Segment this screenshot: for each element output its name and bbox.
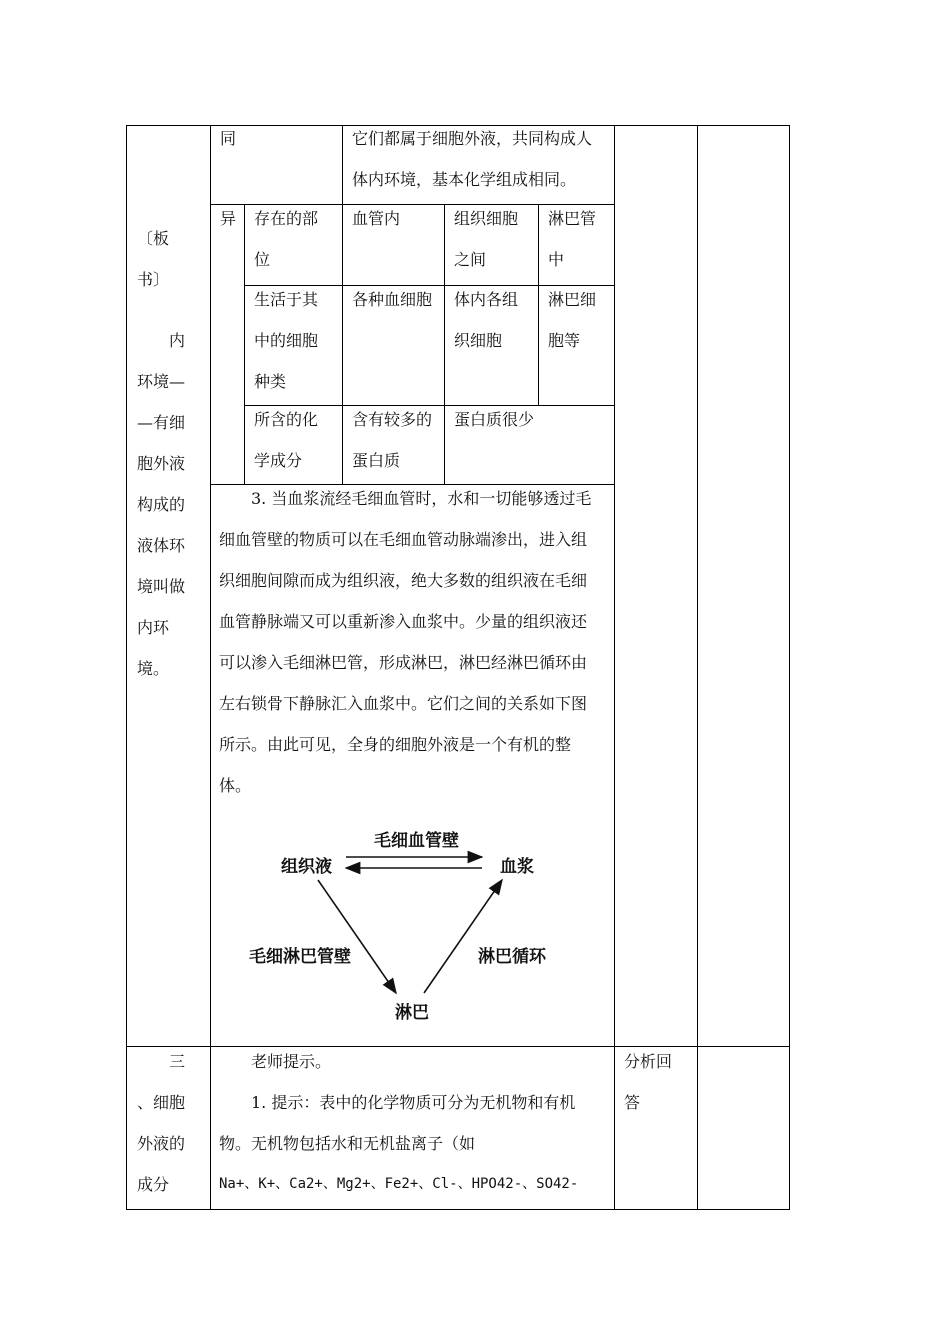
teacher-hint: 老师提示。 [251,1052,332,1071]
tissue-cell: 组织细胞 [454,209,519,228]
node-tissue-fluid: 组织液 [281,857,332,877]
tissue-cell: 织细胞 [454,331,503,350]
same-label: 同 [220,129,237,148]
board-line: 环境— [137,372,186,391]
board-line: 液体环 [137,536,186,555]
board-line: 胞外液 [137,454,186,473]
hint-ions: Na+、K+、Ca2+、Mg2+、Fe2+、Cl-、HPO42-、SO42- [219,1176,579,1192]
row-header: 种类 [254,372,287,391]
board-line: 构成的 [137,495,186,514]
board-line: 内环 [137,618,170,637]
row-header: 位 [254,250,271,269]
arrow-lymph-to-plasma [424,880,502,993]
board-heading-1: 〔板 [137,229,170,248]
section-title-line: 外液的 [137,1134,186,1153]
label-capillary-wall: 毛细血管壁 [374,831,459,851]
board-line: —有细 [137,413,186,432]
paragraph-line: 细血管壁的物质可以在毛细血管动脉端渗出，进入组 [219,530,588,549]
lymph-cell: 胞等 [548,331,581,350]
plasma-cell: 各种血细胞 [352,290,433,309]
row-header: 中的细胞 [254,331,319,350]
paragraph-line: 3. 当血浆流经毛细血管时，水和一切能够透过毛 [251,489,592,508]
same-text: 体内环境，基本化学组成相同。 [352,170,577,189]
paragraph-line: 所示。由此可见，全身的细胞外液是一个有机的整 [219,735,572,754]
row-header: 学成分 [254,451,303,470]
node-plasma: 血浆 [500,857,534,877]
paragraph-line: 血管静脉端又可以重新渗入血浆中。少量的组织液还 [219,612,588,631]
tissue-lymph-cell: 蛋白质很少 [454,410,535,429]
diff-label: 异 [220,209,237,228]
row-header: 生活于其 [254,290,319,309]
hint-line: 1. 提示：表中的化学物质可分为无机物和有机 [251,1093,576,1112]
section-title-line: 、细胞 [137,1093,186,1112]
tissue-cell: 体内各组 [454,290,519,309]
paragraph-line: 可以渗入毛细淋巴管，形成淋巴，淋巴经淋巴循环由 [219,653,588,672]
lymph-cell: 中 [548,250,565,269]
plasma-cell: 蛋白质 [352,451,401,470]
same-text: 它们都属于细胞外液，共同构成人 [352,129,593,148]
tissue-cell: 之间 [454,250,487,269]
student-activity: 答 [624,1093,641,1112]
paragraph-line: 织细胞间隙而成为组织液，绝大多数的组织液在毛细 [219,571,588,590]
paragraph-line: 左右锁骨下静脉汇入血浆中。它们之间的关系如下图 [219,694,588,713]
plasma-cell: 血管内 [352,209,401,228]
arrow-tissue-to-lymph [318,880,396,993]
label-lymph-circulation: 淋巴循环 [478,947,546,967]
label-lymph-capillary-wall: 毛细淋巴管壁 [249,947,351,967]
lymph-cell: 淋巴管 [548,209,597,228]
hint-line: 物。无机物包括水和无机盐离子（如 [219,1134,476,1153]
section-title-line: 三 [169,1052,186,1071]
section-title-line: 成分 [137,1175,170,1194]
board-line: 内 [169,331,186,350]
board-heading-2: 书〕 [137,270,170,289]
paragraph-line: 体。 [219,776,252,795]
lymph-cell: 淋巴细 [548,290,597,309]
node-lymph: 淋巴 [395,1003,429,1023]
board-line: 境叫做 [137,577,186,596]
plasma-cell: 含有较多的 [352,410,433,429]
row-header: 所含的化 [254,410,319,429]
row-header: 存在的部 [254,209,319,228]
student-activity: 分析回 [624,1052,673,1071]
board-line: 境。 [137,659,170,678]
